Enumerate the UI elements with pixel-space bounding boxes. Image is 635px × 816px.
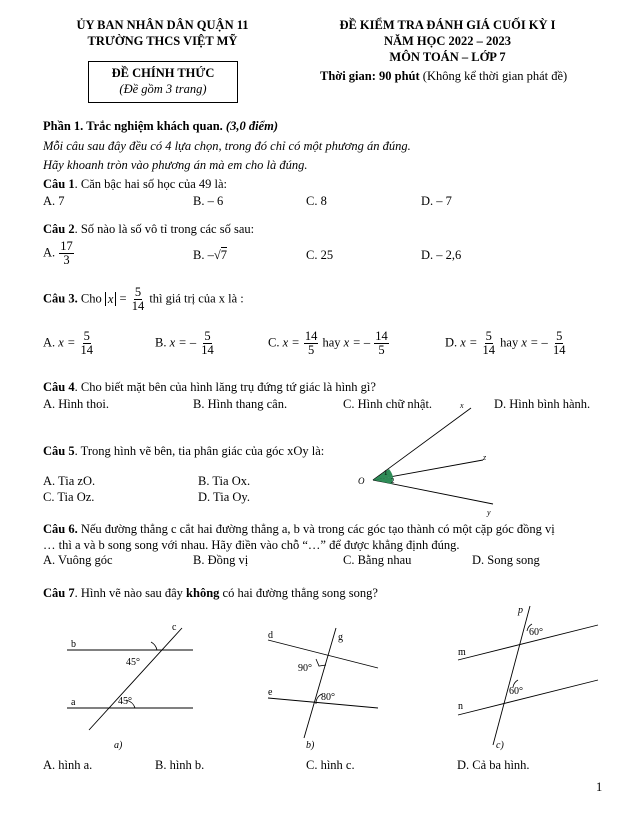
caption-c: c)	[496, 740, 504, 751]
q5-option-a[interactable]: A. Tia zO.	[43, 474, 96, 488]
q5-option-c[interactable]: C. Tia Oz.	[43, 490, 95, 504]
label-angle-45-bottom: 45°	[118, 696, 132, 707]
q1-option-c[interactable]: C. 8	[306, 194, 327, 208]
exam-time: Thời gian: 90 phút (Không kể thời gian phát đề)	[320, 69, 568, 83]
q7-option-c[interactable]: C. hình c.	[306, 758, 355, 772]
label-p: p	[518, 605, 523, 616]
label-e: e	[268, 687, 273, 698]
q2-option-d[interactable]: D. – 2,6	[421, 248, 462, 262]
label-x: x	[460, 401, 464, 410]
q3-option-c[interactable]: C. x = $\frac{14}{5}$ hay x = – $\frac{14}{5}$	[268, 329, 388, 358]
q7-figure-a	[62, 618, 197, 753]
part1-instr2: Hãy khoanh tròn vào phương án mà em cho là đúng.	[43, 158, 308, 172]
q5-angle-figure	[355, 398, 505, 520]
q6-stem-line2: … thì a và b song song với nhau. Hãy điền vào chỗ “…” để được khẳng định đúng.	[43, 538, 460, 552]
q3-option-d[interactable]: D. x = $\frac{5}{14}$ hay x = – $\frac{5}{14}$	[445, 329, 566, 358]
label-d: d	[268, 630, 273, 641]
line-n	[458, 680, 598, 715]
header-left-line2: TRƯỜNG THCS VIỆT MỸ	[87, 34, 238, 48]
caption-a: a)	[114, 740, 123, 751]
q7-option-b[interactable]: B. hình b.	[155, 758, 205, 772]
q1-stem: Câu 1. Căn bậc hai số học của 49 là:	[43, 177, 227, 191]
q1-option-a[interactable]: A. 7	[43, 194, 65, 208]
page-number: 1	[596, 780, 603, 794]
part1-instr1: Mỗi câu sau đây đều có 4 lựa chọn, trong đó chỉ có một phương án đúng.	[43, 139, 411, 153]
label-g: g	[338, 632, 343, 643]
q4-option-c[interactable]: C. Hình chữ nhật.	[343, 397, 433, 411]
ray-ox	[373, 408, 471, 480]
q4-option-a[interactable]: A. Hình thoi.	[43, 397, 109, 411]
line-m	[458, 625, 598, 660]
q7-stem: Câu 7. Hình vẽ nào sau đây không có hai đường thẳng song song?	[43, 586, 378, 600]
label-a: a	[71, 697, 76, 708]
q4-option-d[interactable]: D. Hình bình hành.	[494, 397, 591, 411]
q5-option-d[interactable]: D. Tia Oy.	[198, 490, 250, 504]
label-angle-90: 90°	[298, 663, 312, 674]
line-p	[493, 606, 530, 745]
label-y: y	[487, 508, 491, 517]
header-right-line3: MÔN TOÁN – LỚP 7	[389, 50, 506, 64]
label-c: c	[172, 622, 177, 633]
label-z: z	[483, 453, 487, 462]
q4-stem: Câu 4. Cho biết mặt bên của hình lăng trụ đứng tứ giác là hình gì?	[43, 380, 376, 394]
q1-option-d[interactable]: D. – 7	[421, 194, 452, 208]
caption-b: b)	[306, 740, 315, 751]
q6-stem-line1: Câu 6. Nếu đường thẳng c cắt hai đường thẳng a, b và trong các góc tạo thành có một cặp góc đồng vị	[43, 522, 555, 536]
q5-stem: Câu 5. Trong hình vẽ bên, tia phân giác của góc xOy là:	[43, 444, 325, 458]
label-b: b	[71, 639, 76, 650]
q6-option-d[interactable]: D. Song song	[472, 553, 540, 567]
label-m: m	[458, 647, 466, 658]
part1-title: Phần 1. Trắc nghiệm khách quan. (3,0 điểm)	[43, 119, 278, 133]
q2-option-c[interactable]: C. 25	[306, 248, 334, 262]
q6-option-a[interactable]: A. Vuông góc	[43, 553, 113, 567]
official-title: ĐỀ CHÍNH THỨC	[111, 66, 215, 80]
label-angle-2: 2	[391, 477, 395, 485]
label-angle-60-bottom: 60°	[509, 686, 523, 697]
header-right-line1: ĐỀ KIỂM TRA ĐÁNH GIÁ CUỐI KỲ I	[339, 18, 556, 32]
q3-option-b[interactable]: B. x = – $\frac{5}{14}$	[155, 329, 214, 358]
label-n: n	[458, 701, 463, 712]
q7-option-d[interactable]: D. Cả ba hình.	[457, 758, 530, 772]
sqrt-icon: √	[213, 248, 221, 262]
q6-option-c[interactable]: C. Bằng nhau	[343, 553, 412, 567]
q7-option-a[interactable]: A. hình a.	[43, 758, 93, 772]
right-angle-mark	[316, 659, 326, 666]
q2-option-a[interactable]: A. $\frac{17}{3}$	[43, 239, 73, 268]
q2-stem: Câu 2. Số nào là số vô tỉ trong các số sau:	[43, 222, 255, 236]
label-o: O	[358, 476, 365, 486]
official-sub: (Đề gồm 3 trang)	[119, 82, 207, 96]
line-c	[89, 628, 182, 730]
q4-option-b[interactable]: B. Hình thang cân.	[193, 397, 288, 411]
q3-stem: Câu 3. Cho x = $\frac{5}{14}$ thì giá trị của x là :	[43, 285, 244, 314]
angle-arc-b1	[151, 642, 157, 650]
q5-option-b[interactable]: B. Tia Ox.	[198, 474, 251, 488]
line-g	[304, 628, 336, 738]
header-right-line2: NĂM HỌC 2022 – 2023	[383, 34, 512, 48]
header-left-line1: ỦY BAN NHÂN DÂN QUẬN 11	[76, 18, 249, 32]
line-d	[268, 640, 378, 668]
label-angle-1: 1	[384, 469, 388, 477]
label-angle-45-top: 45°	[126, 657, 140, 668]
q1-option-b[interactable]: B. – 6	[193, 194, 224, 208]
q2-option-b[interactable]: B. –√7	[193, 248, 227, 262]
label-angle-80: 80°	[321, 692, 335, 703]
q7-figure-b	[258, 618, 393, 753]
q3-option-a[interactable]: A. x = $\frac{5}{14}$	[43, 329, 94, 358]
q7-figure-c	[448, 600, 608, 755]
label-angle-60-top: 60°	[529, 627, 543, 638]
q6-option-b[interactable]: B. Đồng vị	[193, 553, 249, 567]
